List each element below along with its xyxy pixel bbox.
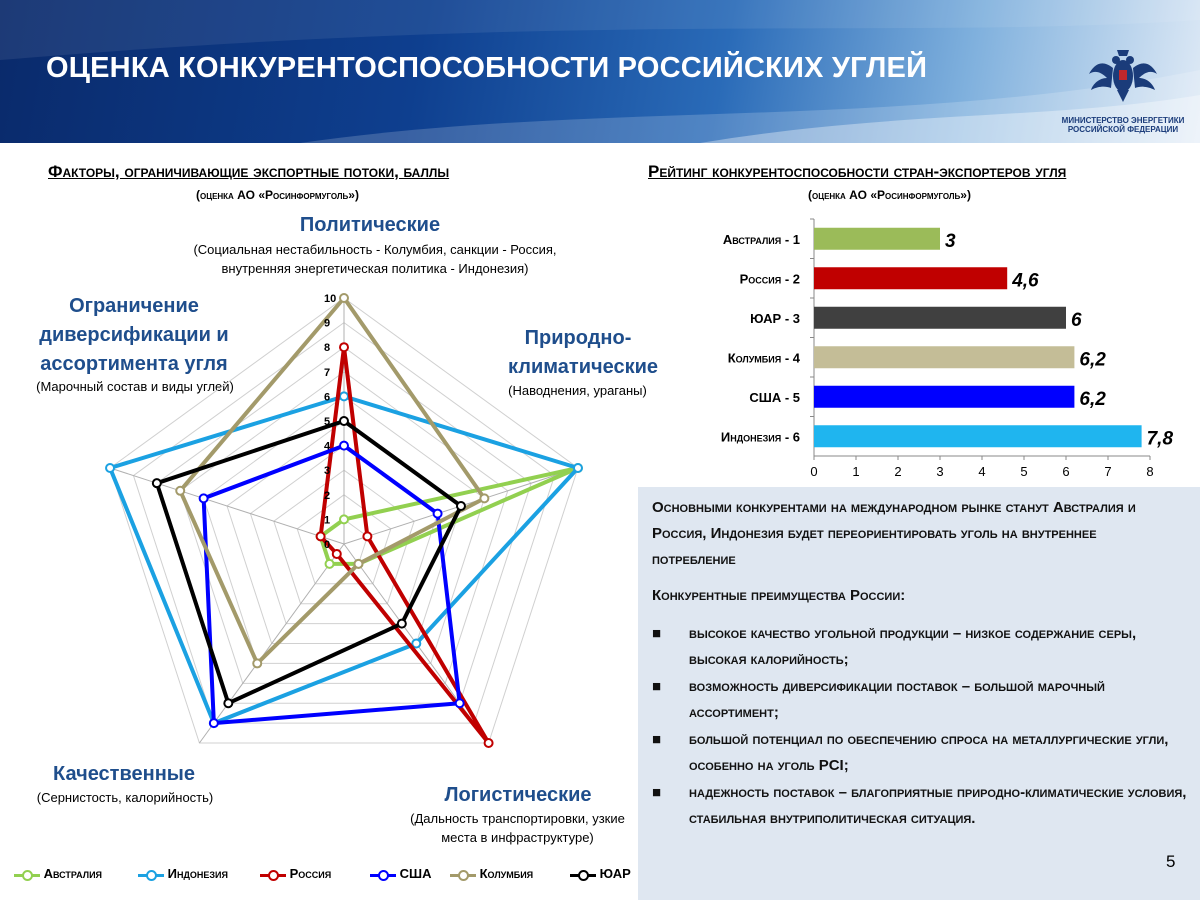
radar-tick-label: 10 [324,293,337,305]
bar [814,267,1007,289]
legend-label: США [396,866,432,881]
bar-x-tick-label: 3 [936,464,944,479]
radar-chart [0,290,640,850]
radar-point [340,392,348,400]
bullet-icon: ■ [652,678,662,695]
radar-point [354,560,362,568]
bar-category-label: Колумбия - 4 [727,350,800,366]
bar-value-label: 4,6 [1012,270,1039,292]
radar-tick-label: 3 [324,465,331,478]
bar-value-label: 6,2 [1079,388,1106,410]
bar-value-label: 7,8 [1146,428,1174,450]
radar-point [456,699,464,707]
bar-value-label: 3 [945,230,956,252]
bullet-text: большой потенциал по обеспечению спроса на металлургические угли, особенно на уголь PCI; [689,731,1169,774]
bar [814,386,1074,408]
radar-point [210,719,218,727]
radar-point [457,502,465,510]
legend-swatch [570,869,596,881]
radar-tick-label: 7 [324,366,331,379]
axis-desc-quality: (Сернистость, калорийность) [36,790,214,805]
legend-item [450,866,533,881]
bullet-text: надежность поставок – благоприятные природно-климатические условия, стабильная внутриполитическая ситуация. [689,784,1187,827]
page-number: 5 [1166,852,1176,871]
axis-title-quality: Качественные [53,763,195,785]
radar-point [485,739,493,747]
legend-label: Колумбия [476,866,534,881]
axis-desc-political: (Социальная нестабильность - Колумбия, санкции - Россия, внутренняя энергетическая политика - Индонезия) [193,242,557,276]
radar-point [153,479,161,487]
radar-subheading: (оценка АО «Росинформуголь») [196,188,359,202]
radar-point [333,550,341,558]
radar-tick-label: 1 [324,514,331,527]
legend-swatch [450,869,476,881]
bar-value-label: 6,2 [1079,349,1106,371]
bar-category-label: США - 5 [749,389,800,405]
radar-point [434,510,442,518]
axis-title-political: Политические [299,214,441,236]
bullet-text: высокое качество угольной продукции – низкое содержание серы, высокая калорийность; [689,625,1137,668]
bar-subheading: (оценка АО «Росинформуголь») [808,188,971,202]
radar-point [176,487,184,495]
radar-tick-label: 4 [324,440,331,453]
page-title: ОЦЕНКА КОНКУРЕНТОСПОСОБНОСТИ РОССИЙСКИХ УГЛЕЙ [46,52,928,84]
legend-swatch [370,869,396,881]
legend-item [370,866,431,881]
legend-item [570,866,631,881]
legend-label: Австралия [40,866,103,881]
radar-point [340,417,348,425]
ministry-name: МИНИСТЕРСТВО ЭНЕРГЕТИКИ РОССИЙСКОЙ ФЕДЕРАЦИИ [1061,116,1185,134]
radar-point [398,620,406,628]
radar-point [480,494,488,502]
bar-x-tick-label: 7 [1104,464,1112,479]
radar-point [363,532,371,540]
radar-point [340,442,348,450]
legend-label: Индонезия [164,866,228,881]
bullet-text: возможность диверсификации поставок – большой марочный ассортимент; [689,678,1105,721]
axis-title-logistics: Логистические [444,784,592,806]
header-banner [0,0,1200,143]
bar-heading: Рейтинг конкурентоспособности стран-экспортеров угля [648,162,1067,181]
bar [814,425,1142,447]
bar-category-label: Австралия - 1 [722,231,800,247]
ministry-logo [1058,40,1188,140]
bar-category-label: Индонезия - 6 [720,429,800,445]
axis-desc-diversification: (Марочный состав и виды углей) [36,379,234,394]
axis-title-climate: Природно-климатические [508,327,659,378]
radar-tick-label: 5 [324,416,331,428]
legend-swatch [260,869,286,881]
radar-tick-label: 6 [324,391,331,404]
summary-paragraph: Основными конкурентами на международном рынке станут Австралия и Россия, Индонезия будет переориентировать уголь на внутреннее потребление [652,499,1136,568]
radar-point [340,294,348,302]
bar-x-tick-label: 0 [810,464,818,479]
bar-x-tick-label: 8 [1146,464,1154,479]
radar-tick-label: 0 [324,539,331,551]
radar-series-line [180,298,484,663]
bar-category-label: ЮАР - 3 [750,310,800,326]
radar-tick-label: 2 [324,489,331,502]
bar-x-tick-label: 4 [978,464,986,479]
radar-tick-label: 9 [324,317,331,330]
bar-x-tick-label: 1 [852,464,860,479]
radar-point [224,699,232,707]
bar-category-label: Россия - 2 [739,271,800,287]
bar-x-tick-label: 5 [1020,464,1028,479]
bullet-icon: ■ [652,731,662,748]
axis-desc-climate: (Наводнения, ураганы) [508,383,647,398]
bar-x-tick-label: 6 [1062,464,1070,479]
radar-point [106,464,114,472]
legend-item [138,866,228,881]
legend-label: ЮАР [596,866,631,881]
axis-desc-logistics: (Дальность транспортировки, узкие места в инфраструктуре) [410,811,625,845]
radar-point [340,515,348,523]
radar-spoke [110,468,344,544]
advantages-heading: Конкурентные преимущества России: [652,587,906,604]
bullet-icon: ■ [652,625,662,642]
radar-point [340,343,348,351]
radar-legend [14,862,634,886]
radar-point [574,464,582,472]
eagle-emblem-icon [1058,40,1188,114]
legend-label: Россия [286,866,332,881]
bar [814,307,1066,329]
legend-swatch [14,869,40,881]
axis-title-diversification: Ограничение диверсификации и ассортимента угля [39,295,229,375]
bar [814,228,940,250]
radar-heading: Факторы, ограничивающие экспортные потоки, баллы [48,162,450,181]
legend-swatch [138,869,164,881]
legend-item [14,866,102,881]
radar-point [326,560,334,568]
bar-chart [640,215,1200,485]
legend-item [260,866,331,881]
bullet-icon: ■ [652,784,662,801]
radar-tick-label: 8 [324,342,331,355]
radar-point [200,494,208,502]
bar-x-tick-label: 2 [894,464,902,479]
summary-box [638,487,1200,900]
radar-point [253,659,261,667]
bar [814,346,1074,368]
bar-value-label: 6 [1071,309,1082,331]
